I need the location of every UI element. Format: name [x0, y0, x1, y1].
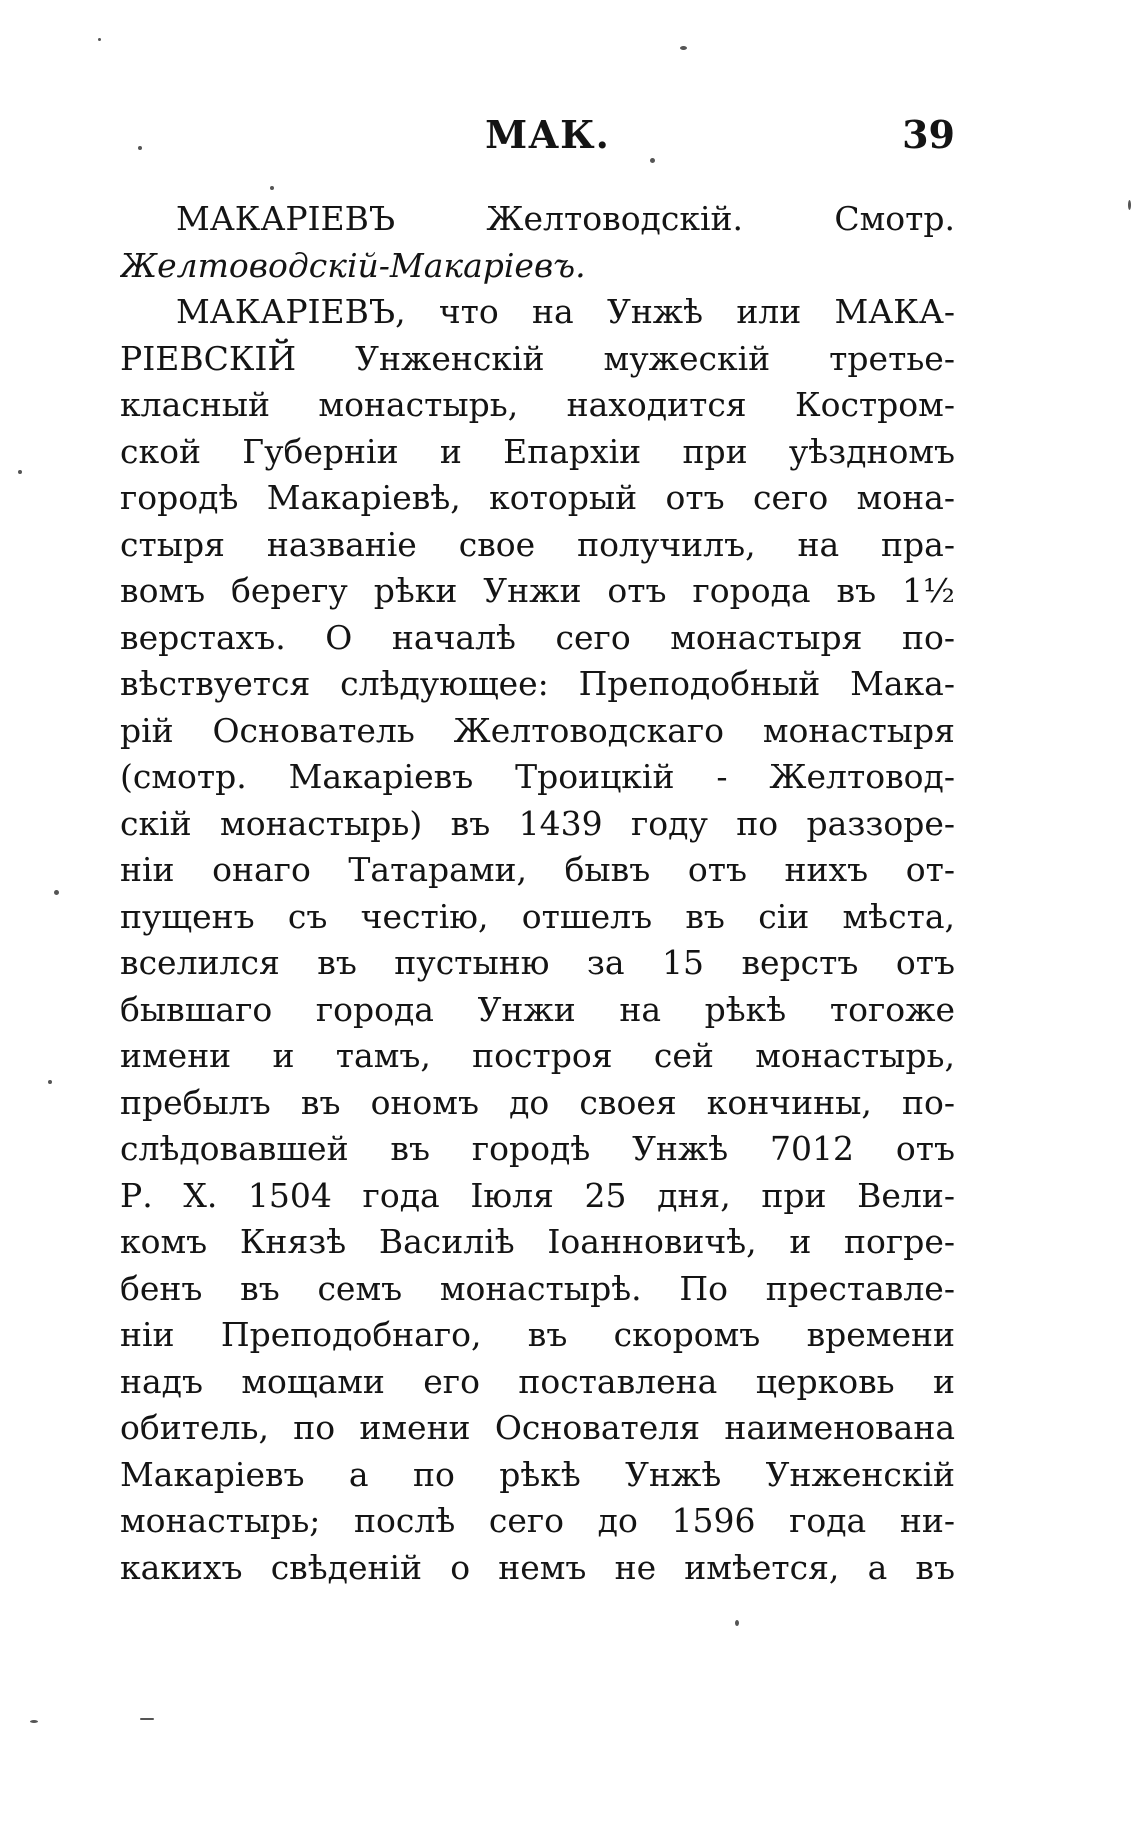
text-line: (смотр. Макаріевъ Троицкій - Желтовод-: [120, 757, 955, 796]
scan-speck: [270, 186, 274, 190]
scan-speck: [48, 1080, 52, 1084]
text-line: какихъ свѣденій о немъ не имѣется, а въ: [120, 1547, 955, 1587]
scan-speck: [18, 470, 22, 474]
text-line: скій монастырь) въ 1439 году по раззоре-: [120, 803, 955, 843]
text-line: ніи онаго Татарами, бывъ отъ нихъ от-: [120, 850, 955, 889]
scan-speck: [98, 38, 101, 41]
text-line: комъ Князѣ Василіѣ Іоанновичѣ, и погре-: [120, 1222, 955, 1261]
text-line: Р. Х. 1504 года Іюля 25 дня, при Вели-: [120, 1175, 955, 1215]
scan-speck: [1128, 200, 1131, 210]
text-line: вомъ берегу рѣки Унжи отъ города въ 1½: [120, 571, 955, 610]
scan-speck: [650, 158, 655, 163]
text-line: имени и тамъ, построя сей монастырь,: [120, 1036, 955, 1075]
entry-text: [120, 196, 955, 1591]
scan-speck: [54, 890, 59, 895]
text-line: вѣствуется слѣдующее: Преподобный Мака-: [120, 664, 955, 703]
text-line: вселился въ пустыню за 15 верстъ отъ: [120, 943, 955, 982]
scan-speck: [140, 1718, 154, 1720]
scan-speck: [735, 1620, 739, 1626]
text-line: РІЕВСКІЙ Унженскій мужескій третье-: [120, 338, 955, 378]
text-line: МАКАРІЕВЪ, что на Унжѣ или МАКА-: [176, 292, 955, 331]
running-head: [120, 112, 955, 172]
text-line: обитель, по имени Основателя наименована: [120, 1408, 955, 1447]
text-line: бывшаго города Унжи на рѣкѣ тогоже: [120, 989, 955, 1029]
text-line: стыря названіе свое получилъ, на пра-: [120, 524, 955, 564]
page-number: 39: [902, 112, 955, 157]
text-line: ніи Преподобнаго, въ скоромъ времени: [120, 1315, 955, 1354]
text-line: класный монастырь, находится Костром-: [120, 385, 955, 424]
text-line: пущенъ съ честію, отшелъ въ сіи мѣста,: [120, 896, 955, 936]
text-line: слѣдовавшей въ городѣ Унжѣ 7012 отъ: [120, 1129, 955, 1168]
text-line: монастырь; послѣ сего до 1596 года ни-: [120, 1501, 955, 1540]
text-line: городѣ Макаріевѣ, который отъ сего мона-: [120, 478, 955, 517]
text-line: МАКАРІЕВЪ Желтоводскій. Смотр.: [176, 199, 955, 238]
scan-speck: [138, 146, 142, 150]
text-line: пребылъ въ ономъ до своея кончины, по-: [120, 1082, 955, 1122]
text-line: ской Губерніи и Епархіи при уѣздномъ: [120, 431, 955, 471]
text-line: рій Основатель Желтоводскаго монастыря: [120, 710, 955, 750]
text-line: верстахъ. О началѣ сего монастыря по-: [120, 617, 955, 657]
scan-speck: [30, 1720, 38, 1723]
text-line: надъ мощами его поставлена церковь и: [120, 1361, 955, 1401]
text-line: бенъ въ семъ монастырѣ. По преставле-: [120, 1268, 955, 1308]
scan-speck: [680, 46, 687, 50]
running-title: МАК.: [485, 112, 610, 157]
text-line: Макаріевъ а по рѣкѣ Унжѣ Унженскій: [120, 1454, 955, 1494]
text-line: Желтоводскій-Макаріевъ.: [120, 245, 586, 285]
